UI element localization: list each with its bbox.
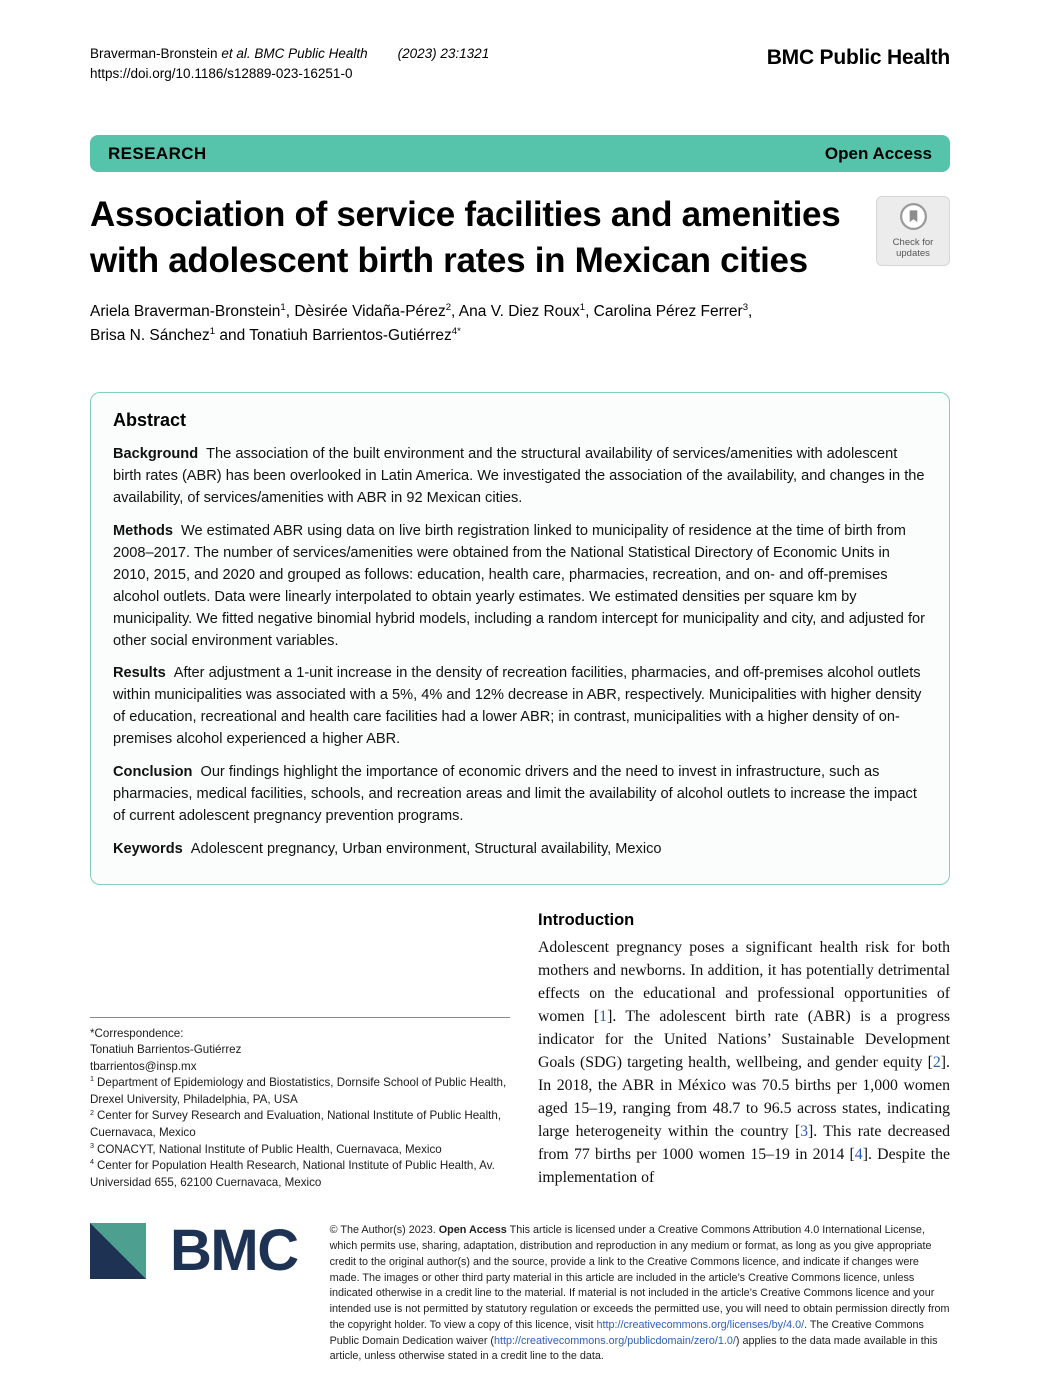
citation-issue: (2023) 23:1321 xyxy=(397,46,490,61)
abstract-keywords: Keywords Adolescent pregnancy, Urban environment, Structural availability, Mexico xyxy=(113,840,662,857)
citation-ref-4[interactable]: 4 xyxy=(854,1146,863,1164)
abstract-conclusion: Conclusion Our findings highlight the importance of economic drivers and the need to invest in infrastructure, such as pharmacies, medical facilities, schools, and recreation areas and limit the availability of alcohol outlets to increase the impact of current adolescent pregnancy prevention programs. xyxy=(113,763,917,824)
citation-line xyxy=(90,46,489,61)
author-affiliation-sup: 3 xyxy=(742,302,749,314)
bookmark-icon xyxy=(900,217,927,234)
check-updates-badge[interactable] xyxy=(876,196,950,266)
author: Ariela Braverman-Bronstein xyxy=(90,303,281,321)
doi-text: https://doi.org/10.1186/s12889-023-16251-0 xyxy=(90,66,353,81)
article-type-banner xyxy=(90,135,950,172)
title-row xyxy=(90,192,950,284)
article-title xyxy=(90,192,864,284)
license-text: © The Author(s) 2023. Open Access This article is licensed under a Creative Commons Attribution 4.0 International License, which permits use, sharing, adaptation, distribution and reproduction in any medium or format, as long as you give appropriate credit to the original author(s) and the source, provide a link to the Creative Commons licence, and indicate if changes were made. The images or other third party material in this article are included in the article’s Creative Commons licence, unless indicated otherwise in a credit line to the material. If material is not included in the article’s Creative Commons licence and your intended use is not permitted by statutory regulation or exceeds the permitted use, you will need to obtain permission directly from the copyright holder. To view a copy of this licence, visit http://creativecommons.org/licenses/by/4.0/. The Creative Commons Public Domain Dedication waiver (http://creativecommons.org/publicdomain/zero/1.0/) applies to the data made available in this article, unless otherwise stated in a credit line to the data. xyxy=(329,1224,950,1363)
license-open-access-label: Open Access xyxy=(438,1224,507,1237)
bmc-logo-text: BMC xyxy=(170,1218,298,1284)
citation-ref-2[interactable]: 2 xyxy=(932,1053,941,1071)
body-columns xyxy=(90,911,950,1192)
abstract-background: Background The association of the built environment and the structural availability of services/amenities with adolescent birth rates (ABR) has been overlooked in Latin America. We investigated the association of the availability, and changes in the availability, of services/amenities with ABR in 92 Mexican cities. xyxy=(113,446,925,507)
author-affiliation-sup: 4* xyxy=(451,326,461,338)
author: Brisa N. Sánchez xyxy=(90,327,210,345)
author: , Ana V. Diez Roux xyxy=(451,303,580,321)
author-affiliation-sup: 1 xyxy=(280,302,286,314)
affiliation-2: $^2$ Center for Survey Research and Evaluation, National Institute of Public Health, Cuernavaca, Mexico xyxy=(90,1107,502,1140)
journal-name: BMC Public Health xyxy=(766,46,950,69)
citation-ref-1[interactable]: 1 xyxy=(599,1007,608,1025)
introduction-paragraph: Adolescent pregnancy poses a significant health risk for both mothers and newborns. In addition, it has potentially detrimental effects on the educational and professional opportunities of women [1]. The adolescent birth rate (ABR) is a progress indicator for the United Nations’ Sustainable Development Goals (SDG) targeting health, wellbeing, and gender equity [2]. In 2018, the ABR in México was 70.5 births per 1,000 women aged 15–19, ranging from 48.7 to 96.5 across states, indicating large heterogeneity within the country [3]. This rate decreased from 77 births per 1000 women 15–19 in 2014 [4]. Despite the implementation of xyxy=(538,938,950,1187)
affiliation-4: $^4$ Center for Population Health Research, National Institute of Public Health, Av. Universidad 655, 62100 Cuernavaca, Mexico xyxy=(90,1157,495,1189)
bmc-logo xyxy=(90,1218,298,1284)
article-title-line1: Association of service facilities and amenities xyxy=(90,195,841,234)
footnote-rule xyxy=(90,1017,510,1018)
cc-by-license-link[interactable]: http://creativecommons.org/licenses/by/4.0/ xyxy=(596,1318,805,1331)
author-affiliation-sup: 1 xyxy=(209,326,216,338)
correspondence-block xyxy=(90,1017,510,1192)
abstract-box xyxy=(90,392,950,884)
article-type-label: RESEARCH xyxy=(108,143,207,163)
article-title-line2: with adolescent birth rates in Mexican cities xyxy=(90,241,808,281)
citation-authors: Braverman-Bronstein xyxy=(90,46,222,61)
abstract-heading: Abstract xyxy=(113,410,187,431)
abstract-methods: Methods We estimated ABR using data on live birth registration linked to municipality of residence at the time of birth from 2008–2017. The number of services/amenities were obtained from the National Statistical Directory of Economic Units in 2010, 2015, and 2020 and grouped as follows: education, health care, pharmacies, recreation, and on- and off-premises alcohol outlets. Data were linearly interpolated to obtain yearly estimates. We estimated densities per square km by municipality. We fitted negative binomial hybrid models, including a random intercept for municipality and city, and adjusted for other social environment variables. xyxy=(113,523,925,649)
check-updates-text: Check for updates xyxy=(892,237,934,260)
affiliation-1: $^1$ Department of Epidemiology and Biostatistics, Dornsife School of Public Health, Drexel University, Philadelphia, PA, USA xyxy=(90,1074,507,1106)
introduction-heading: Introduction xyxy=(538,910,635,929)
author-affiliation-sup: 2 xyxy=(445,302,452,314)
author-list xyxy=(90,300,950,348)
bmc-logo-icon xyxy=(90,1223,146,1279)
correspondence-email: tbarrientos@insp.mx xyxy=(90,1059,197,1073)
author-affiliation-sup: 1 xyxy=(579,302,586,314)
affiliation-3: $^3$ CONACYT, National Institute of Public Health, Cuernavaca, Mexico xyxy=(90,1140,442,1156)
abstract-results: Results After adjustment a 1-unit increase in the density of recreation facilities, pharmacies, and off-premises alcohol outlets within municipalities was associated with a 5%, 4% and 12% decrease in ABR, respectively. Municipalities with higher density of education, recreational and health care facilities had a lower ABR; in contrast, municipalities with a higher density of on-premises alcohol experienced a higher ABR. xyxy=(113,665,922,748)
cc-zero-license-link[interactable]: http://creativecommons.org/publicdomain/zero/1.0/ xyxy=(494,1334,736,1347)
left-column xyxy=(90,911,510,1192)
right-column xyxy=(538,911,950,1192)
page-header xyxy=(90,46,950,81)
open-access-label: Open Access xyxy=(824,143,932,163)
author-separator: , xyxy=(748,303,753,321)
correspondence-name: Tonatiuh Barrientos-Gutiérrez xyxy=(90,1043,242,1057)
author: , Carolina Pérez Ferrer xyxy=(585,303,743,321)
page-footer xyxy=(90,1218,950,1376)
citation-block xyxy=(90,46,489,81)
correspondence-label: *Correspondence: xyxy=(90,1026,184,1040)
citation-journal: et al. BMC Public Health xyxy=(221,46,368,61)
author: , Dèsirée Vidaña-Pérez xyxy=(285,303,446,321)
citation-ref-3[interactable]: 3 xyxy=(800,1123,809,1141)
author: and Tonatiuh Barrientos-Gutiérrez xyxy=(215,327,452,345)
